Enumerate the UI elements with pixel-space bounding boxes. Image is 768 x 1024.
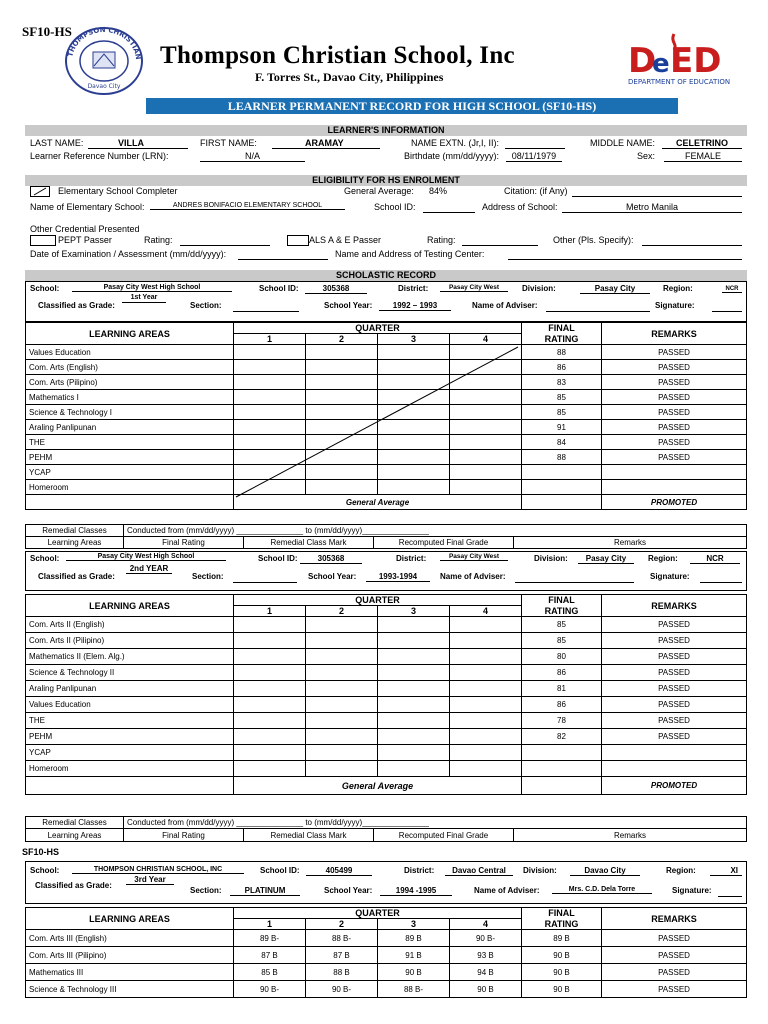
record1-remedial-mark-col: Remedial Class Mark	[244, 537, 374, 549]
remarks: PASSED	[602, 633, 747, 649]
remarks: PASSED	[602, 681, 747, 697]
table-row	[26, 761, 747, 777]
remarks: PASSED	[602, 729, 747, 745]
record2-section-label: Section:	[192, 572, 224, 581]
pept-rating-label: Rating:	[144, 235, 173, 245]
remarks: PASSED	[602, 435, 747, 450]
final-rating: 83	[522, 375, 602, 390]
remarks: PASSED	[602, 420, 747, 435]
record3-section: PLATINUM	[230, 886, 300, 896]
table-row	[26, 649, 747, 665]
record1-final-header: FINAL	[522, 323, 602, 334]
record1-division: Pasay City	[580, 284, 650, 294]
svg-text:DEPARTMENT OF EDUCATION: DEPARTMENT OF EDUCATION	[628, 78, 731, 86]
record1-section-label: Section:	[190, 301, 222, 310]
record3-division-label: Division:	[523, 866, 557, 875]
record2-quarter-header: QUARTER	[234, 595, 522, 606]
record2-signature	[700, 572, 742, 583]
record3-school-id-label: School ID:	[260, 866, 300, 875]
q2-grade: 90 B-	[306, 981, 378, 998]
record2-adviser	[515, 572, 634, 583]
first-name-label: FIRST NAME:	[200, 138, 257, 148]
als-checkbox[interactable]	[287, 235, 309, 246]
subject-name: Com. Arts III (Pilipino)	[26, 947, 234, 964]
svg-text:D: D	[628, 41, 657, 81]
q4-grade: 90 B	[450, 981, 522, 998]
record2-grades-table	[25, 594, 747, 795]
record3-region-label: Region:	[666, 866, 696, 875]
subject-name: PEHM	[26, 729, 234, 745]
elem-address-label: Address of School:	[482, 202, 558, 212]
record1-q4-header: 4	[450, 334, 522, 345]
table-row	[26, 981, 747, 998]
form-code-footer: SF10-HS	[22, 847, 60, 857]
record2-conducted: Conducted from (mm/dd/yyyy) _______________ to (mm/dd/yyyy)_______________	[124, 817, 747, 829]
record3-adviser: Mrs. C.D. Dela Torre	[552, 886, 652, 894]
final-rating	[522, 745, 602, 761]
record3-remarks-header: REMARKS	[602, 908, 747, 930]
record-title: LEARNER PERMANENT RECORD FOR HIGH SCHOOL (SF10-HS)	[146, 98, 678, 114]
remarks: PASSED	[602, 964, 747, 981]
remarks	[602, 480, 747, 495]
citation-label: Citation: (if Any)	[504, 186, 568, 196]
final-rating: 88	[522, 450, 602, 465]
remarks: PASSED	[602, 697, 747, 713]
record1-adviser	[546, 301, 650, 312]
elem-school-id-value	[423, 202, 475, 213]
school-address: F. Torres St., Davao City, Philippines	[255, 70, 444, 84]
record2-adviser-label: Name of Adviser:	[440, 572, 506, 581]
subject-name: Science & Technology III	[26, 981, 234, 998]
final-rating: 81	[522, 681, 602, 697]
final-rating: 91	[522, 420, 602, 435]
final-rating: 78	[522, 713, 602, 729]
record3-school-id: 405499	[306, 866, 372, 876]
record1-remarks-col: Remarks	[514, 537, 747, 549]
final-rating: 82	[522, 729, 602, 745]
q2-grade: 87 B	[306, 947, 378, 964]
record3-district: Davao Central	[445, 866, 513, 876]
record2-recomputed-col: Recomputed Final Grade	[374, 829, 514, 842]
record3-division: Davao City	[570, 866, 640, 876]
record3-q1-header: 1	[234, 919, 306, 930]
record2-school-id-label: School ID:	[258, 554, 298, 563]
record2-division-label: Division:	[534, 554, 568, 563]
lrn-value: N/A	[200, 151, 305, 162]
remarks: PASSED	[602, 947, 747, 964]
remarks: PASSED	[602, 390, 747, 405]
table-row	[26, 665, 747, 681]
table-row	[26, 617, 747, 633]
final-rating: 85	[522, 405, 602, 420]
remarks: PASSED	[602, 345, 747, 360]
record2-remedial-table	[25, 816, 747, 842]
gen-avg-value: 84%	[429, 186, 448, 196]
final-rating: 90 B	[522, 947, 602, 964]
q4-grade: 90 B-	[450, 930, 522, 947]
q1-grade: 85 B	[234, 964, 306, 981]
q2-grade: 88 B-	[306, 930, 378, 947]
record3-grade: 3rd Year	[126, 876, 174, 885]
subject-name: PEHM	[26, 450, 234, 465]
record1-signature	[712, 301, 742, 312]
scholastic-record-bar: SCHOLASTIC RECORD	[25, 270, 747, 281]
exam-date-value	[238, 249, 328, 260]
remarks: PASSED	[602, 981, 747, 998]
table-row	[26, 633, 747, 649]
subject-name: Science & Technology II	[26, 665, 234, 681]
testing-center-label: Name and Address of Testing Center:	[335, 249, 485, 259]
record2-q2-header: 2	[306, 606, 378, 617]
record3-signature-label: Signature:	[672, 886, 712, 895]
record2-result: PROMOTED	[602, 777, 747, 795]
subject-name: YCAP	[26, 745, 234, 761]
record1-la-header: LEARNING AREAS	[26, 323, 234, 345]
sex-value: FEMALE	[664, 151, 742, 162]
record2-school: Pasay City West High School	[66, 553, 226, 561]
final-rating	[522, 465, 602, 480]
record1-school-year: 1992 – 1993	[379, 301, 451, 311]
record2-q3-header: 3	[378, 606, 450, 617]
subject-name: Homeroom	[26, 761, 234, 777]
record1-final-rating-col: Final Rating	[124, 537, 244, 549]
testing-center-value	[508, 249, 742, 260]
record1-classified-label: Classified as Grade:	[38, 301, 115, 310]
record3-la-header: LEARNING AREAS	[26, 908, 234, 930]
final-rating: 86	[522, 665, 602, 681]
final-rating: 86	[522, 697, 602, 713]
record3-adviser-label: Name of Adviser:	[474, 886, 540, 895]
record3-q4-header: 4	[450, 919, 522, 930]
record2-region-label: Region:	[648, 554, 678, 563]
remarks	[602, 465, 747, 480]
final-rating: 90 B	[522, 964, 602, 981]
subject-name: Homeroom	[26, 480, 234, 495]
final-rating	[522, 761, 602, 777]
record3-q2-header: 2	[306, 919, 378, 930]
svg-text:Davao City: Davao City	[87, 83, 121, 90]
subject-name: Mathematics I	[26, 390, 234, 405]
final-rating: 85	[522, 390, 602, 405]
name-ext-label: NAME EXTN. (Jr,I, II):	[411, 138, 500, 148]
gen-avg-label: General Average:	[344, 186, 414, 196]
record2-q1-header: 1	[234, 606, 306, 617]
subject-name: Com. Arts II (Pilipino)	[26, 633, 234, 649]
record1-cancel-line	[232, 345, 522, 500]
table-row	[26, 697, 747, 713]
svg-text:e: e	[652, 49, 670, 79]
pept-label: PEPT Passer	[58, 235, 112, 245]
form-code: SF10-HS	[22, 24, 72, 39]
table-row	[26, 930, 747, 947]
subject-name: Com. Arts II (English)	[26, 617, 234, 633]
record1-region: NCR	[722, 286, 742, 293]
record1-grade: 1st Year	[122, 294, 166, 303]
table-row	[26, 729, 747, 745]
record3-rating-header: RATING	[522, 919, 602, 930]
deped-logo	[626, 32, 738, 88]
exam-date-label: Date of Examination / Assessment (mm/dd/yyyy):	[30, 249, 227, 259]
subject-name: Com. Arts (Pilipino)	[26, 375, 234, 390]
record3-final-header: FINAL	[522, 908, 602, 919]
q2-grade: 88 B	[306, 964, 378, 981]
record1-rating-header: RATING	[522, 334, 602, 345]
other-specify-label: Other (Pls. Specify):	[553, 235, 634, 245]
eligibility-bar: ELIGIBILITY FOR HS ENROLMENT	[25, 175, 747, 186]
remarks: PASSED	[602, 360, 747, 375]
subject-name: THE	[26, 435, 234, 450]
remarks: PASSED	[602, 617, 747, 633]
als-rating-label: Rating:	[427, 235, 456, 245]
subject-name: Mathematics II (Elem. Alg.)	[26, 649, 234, 665]
other-specify-value	[642, 235, 742, 246]
als-label: ALS A & E Passer	[309, 235, 382, 245]
sex-label: Sex:	[637, 151, 656, 161]
first-name-value: ARAMAY	[272, 138, 380, 149]
lrn-label: Learner Reference Number (LRN):	[30, 151, 169, 161]
record1-district: Pasay City West	[440, 284, 508, 292]
elem-school-label: Name of Elementary School:	[30, 202, 145, 212]
record2-rating-header: RATING	[522, 606, 602, 617]
svg-text:ED: ED	[670, 41, 722, 81]
record3-school-year-label: School Year:	[324, 886, 373, 895]
q3-grade: 91 B	[378, 947, 450, 964]
record1-school-id-label: School ID:	[259, 284, 299, 293]
record1-division-label: Division:	[522, 284, 556, 293]
remarks: PASSED	[602, 930, 747, 947]
table-row	[26, 947, 747, 964]
pept-rating-value	[180, 235, 270, 246]
record3-q3-header: 3	[378, 919, 450, 930]
final-rating	[522, 480, 602, 495]
record2-classified-label: Classified as Grade:	[38, 572, 115, 581]
record2-school-year-label: School Year:	[308, 572, 357, 581]
record2-grade: 2nd YEAR	[126, 565, 172, 574]
table-row	[26, 745, 747, 761]
learner-info-bar: LEARNER'S INFORMATION	[25, 125, 747, 136]
record1-general-average-label: General Average	[234, 495, 522, 510]
record1-section	[233, 301, 299, 312]
record1-remedial-table	[25, 524, 747, 549]
name-ext-value	[505, 138, 565, 149]
middle-name-label: MIDDLE NAME:	[590, 138, 656, 148]
record2-school-year: 1993-1994	[366, 572, 430, 582]
record3-district-label: District:	[404, 866, 435, 875]
record2-general-average-label: General Average	[234, 777, 522, 795]
record2-signature-label: Signature:	[650, 572, 690, 581]
citation-value	[572, 186, 742, 197]
record1-school-year-label: School Year:	[324, 301, 373, 310]
record2-school-id: 305368	[300, 554, 362, 564]
record1-signature-label: Signature:	[655, 301, 695, 310]
record1-q1-header: 1	[234, 334, 306, 345]
last-name-label: LAST NAME:	[30, 138, 84, 148]
school-id-label: School ID:	[374, 202, 416, 212]
middle-name-value: CELETRINO	[662, 138, 742, 149]
record3-classified-label: Classified as Grade:	[35, 881, 112, 890]
remarks: PASSED	[602, 450, 747, 465]
remarks: PASSED	[602, 713, 747, 729]
other-credential-label: Other Credential Presented	[30, 224, 140, 234]
record1-remedial-label: Remedial Classes	[26, 525, 124, 537]
record1-q2-header: 2	[306, 334, 378, 345]
school-name: Thompson Christian School, Inc	[160, 42, 515, 69]
remarks	[602, 745, 747, 761]
subject-name: Com. Arts III (English)	[26, 930, 234, 947]
subject-name: Araling Panlipunan	[26, 681, 234, 697]
record1-result: PROMOTED	[602, 495, 747, 510]
table-row	[26, 964, 747, 981]
elem-school-value: ANDRES BONIFACIO ELEMENTARY SCHOOL	[150, 202, 345, 210]
record2-q4-header: 4	[450, 606, 522, 617]
q3-grade: 88 B-	[378, 981, 450, 998]
subject-name: Values Education	[26, 345, 234, 360]
q1-grade: 87 B	[234, 947, 306, 964]
q4-grade: 93 B	[450, 947, 522, 964]
elem-completer-label: Elementary School Completer	[58, 186, 178, 196]
record3-region: XI	[710, 866, 742, 876]
final-rating: 85	[522, 633, 602, 649]
q4-grade: 94 B	[450, 964, 522, 981]
record1-remarks-header: REMARKS	[602, 323, 747, 345]
q1-grade: 89 B-	[234, 930, 306, 947]
record2-remarks-header: REMARKS	[602, 595, 747, 617]
remarks: PASSED	[602, 375, 747, 390]
record1-q3-header: 3	[378, 334, 450, 345]
record3-school-label: School:	[30, 866, 60, 875]
subject-name: Values Education	[26, 697, 234, 713]
subject-name: THE	[26, 713, 234, 729]
final-rating: 90 B	[522, 981, 602, 998]
record3-school: THOMPSON CHRISTIAN SCHOOL, INC	[72, 866, 244, 874]
school-seal-logo	[64, 26, 144, 96]
record1-school: Pasay City West High School	[72, 284, 232, 292]
record1-la-col: Learning Areas	[26, 537, 124, 549]
svg-text:THOMPSON CHRISTIAN SCHOOL: THOMPSON CHRISTIAN	[66, 26, 143, 61]
final-rating: 88	[522, 345, 602, 360]
last-name-value: VILLA	[88, 138, 188, 149]
record3-signature	[718, 886, 742, 897]
record3-section-label: Section:	[190, 886, 222, 895]
record2-final-rating-col: Final Rating	[124, 829, 244, 842]
record2-section	[233, 572, 297, 583]
remarks	[602, 761, 747, 777]
subject-name: Science & Technology I	[26, 405, 234, 420]
q3-grade: 90 B	[378, 964, 450, 981]
record1-district-label: District:	[398, 284, 429, 293]
record2-division: Pasay City	[578, 554, 634, 564]
record2-final-header: FINAL	[522, 595, 602, 606]
birthdate-value: 08/11/1979	[506, 151, 562, 162]
birthdate-label: Birthdate (mm/dd/yyyy):	[404, 151, 500, 161]
remarks: PASSED	[602, 665, 747, 681]
table-row	[26, 713, 747, 729]
record2-remedial-mark-col: Remedial Class Mark	[244, 829, 374, 842]
record3-school-year: 1994 -1995	[380, 886, 452, 896]
record1-recomputed-col: Recomputed Final Grade	[374, 537, 514, 549]
record2-region: NCR	[690, 554, 740, 564]
final-rating: 89 B	[522, 930, 602, 947]
record1-region-label: Region:	[663, 284, 693, 293]
remarks: PASSED	[602, 405, 747, 420]
final-rating: 80	[522, 649, 602, 665]
record3-grades-table	[25, 907, 747, 998]
q3-grade: 89 B	[378, 930, 450, 947]
subject-name: YCAP	[26, 465, 234, 480]
record2-district-label: District:	[396, 554, 427, 563]
final-rating: 85	[522, 617, 602, 633]
record1-school-label: School:	[30, 284, 60, 293]
elem-address-value: Metro Manila	[562, 202, 742, 213]
record1-quarter-header: QUARTER	[234, 323, 522, 334]
record2-la-header: LEARNING AREAS	[26, 595, 234, 617]
remarks: PASSED	[602, 649, 747, 665]
subject-name: Araling Panlipunan	[26, 420, 234, 435]
als-rating-value	[462, 235, 538, 246]
pept-checkbox[interactable]	[30, 235, 56, 246]
q1-grade: 90 B-	[234, 981, 306, 998]
record1-conducted: Conducted from (mm/dd/yyyy) _______________ to (mm/dd/yyyy)_______________	[124, 525, 747, 537]
table-row	[26, 681, 747, 697]
record2-school-label: School:	[30, 554, 60, 563]
record3-quarter-header: QUARTER	[234, 908, 522, 919]
final-rating: 84	[522, 435, 602, 450]
elem-completer-checkbox[interactable]	[30, 186, 50, 197]
final-rating: 86	[522, 360, 602, 375]
record1-adviser-label: Name of Adviser:	[472, 301, 538, 310]
record2-district: Pasay City West	[440, 553, 508, 561]
record2-remarks-col: Remarks	[514, 829, 747, 842]
record1-school-id: 305368	[305, 284, 367, 294]
subject-name: Com. Arts (English)	[26, 360, 234, 375]
record2-remedial-label: Remedial Classes	[26, 817, 124, 829]
record2-la-col: Learning Areas	[26, 829, 124, 842]
subject-name: Mathematics III	[26, 964, 234, 981]
